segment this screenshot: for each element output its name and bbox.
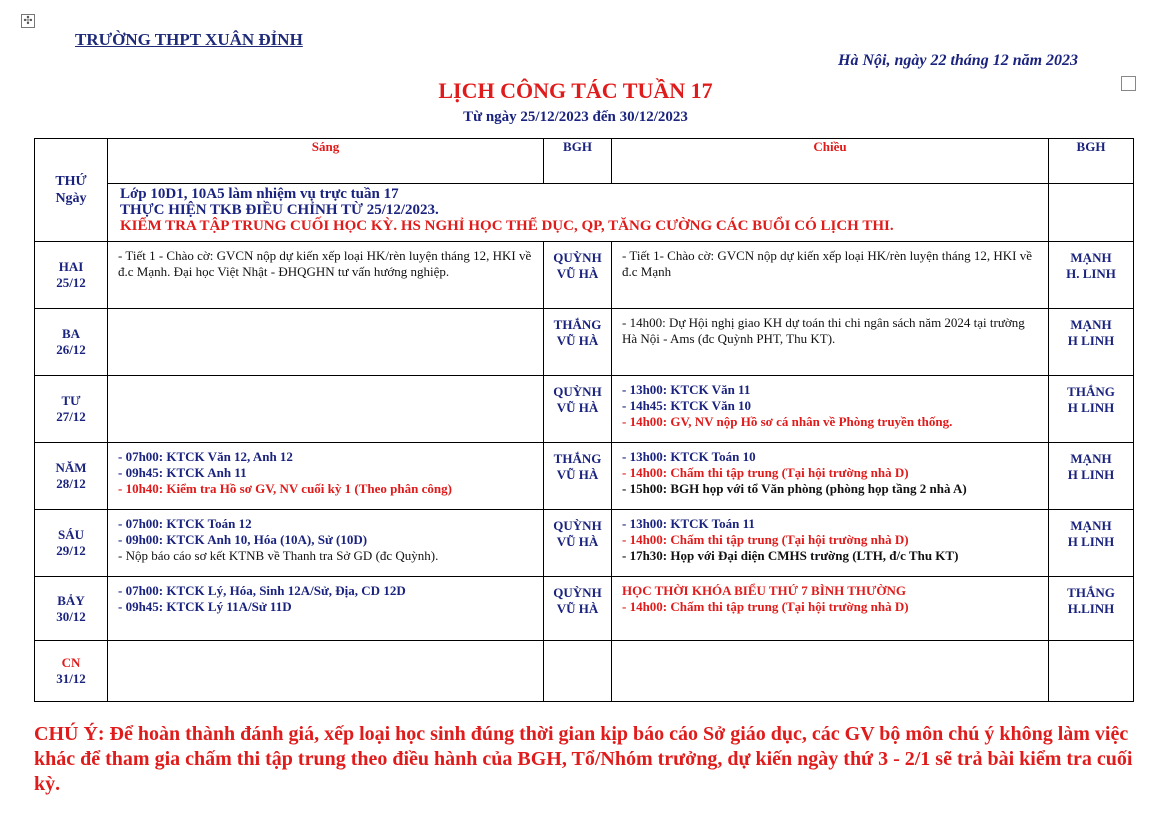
table-move-handle-icon[interactable]: ✣: [21, 14, 35, 28]
schedule-line: - 14h00: Chấm thi tập trung (Tại hội trường nhà D): [622, 532, 909, 547]
day-name: CN: [61, 655, 81, 670]
day-date: 31/12: [56, 671, 86, 686]
schedule-line: - 14h00: Chấm thi tập trung (Tại hội trường nhà D): [622, 599, 909, 614]
bgh-name: H. LINH: [1066, 266, 1116, 281]
bgh-name: VŨ HÀ: [556, 534, 599, 549]
bgh-name: VŨ HÀ: [556, 601, 599, 616]
bgh-morning-cell: [544, 641, 612, 702]
day-date: 28/12: [56, 476, 86, 491]
date-line: Hà Nội, ngày 22 tháng 12 năm 2023: [838, 52, 1079, 69]
notice-cell: [108, 184, 1049, 242]
bgh-name: VŨ HÀ: [556, 400, 599, 415]
schedule-line: - 09h00: KTCK Anh 10, Hóa (10A), Sử (10D): [118, 532, 368, 547]
table-row: [35, 510, 1134, 577]
schedule-line: - 15h00: BGH họp với tổ Văn phòng (phòng họp tầng 2 nhà A): [622, 481, 967, 496]
bgh-morning-cell: [544, 242, 612, 309]
schedule-line: - Nộp báo cáo sơ kết KTNB về Thanh tra Sở GD (đc Quỳnh).: [118, 548, 439, 563]
bgh-name: H.LINH: [1067, 601, 1115, 616]
bgh-name: QUỲNH: [553, 384, 602, 399]
day-cell: [35, 376, 108, 443]
bgh-name: VŨ HÀ: [556, 333, 599, 348]
bgh-morning-cell: [544, 443, 612, 510]
bgh-name: H LINH: [1067, 333, 1115, 348]
bgh-name: MẠNH: [1070, 518, 1112, 533]
bgh-name: MẠNH: [1070, 451, 1112, 466]
col-header-bgh-morning: BGH: [544, 139, 612, 184]
table-row: [35, 376, 1134, 443]
schedule-line: HỌC THỜI KHÓA BIỂU THỨ 7 BÌNH THƯỜNG: [622, 583, 907, 598]
schedule-line: - 07h00: KTCK Lý, Hóa, Sinh 12A/Sử, Địa, CD 12D: [118, 583, 406, 598]
bgh-afternoon-cell: [1049, 443, 1134, 510]
table-row: [35, 577, 1134, 641]
bgh-morning-cell: [544, 510, 612, 577]
bgh-afternoon-cell: [1049, 309, 1134, 376]
schedule-line: - 14h00: GV, NV nộp Hồ sơ cá nhân về Phòng truyền thống.: [622, 414, 953, 429]
bgh-name: MẠNH: [1070, 317, 1112, 332]
morning-cell: [108, 443, 544, 510]
afternoon-cell: [612, 443, 1049, 510]
day-date: 29/12: [56, 543, 86, 558]
day-name: BA: [61, 326, 81, 341]
schedule-line: - 13h00: KTCK Toán 11: [622, 516, 755, 531]
day-cell: [35, 577, 108, 641]
col-header-day-label: THỨ Ngày: [55, 174, 87, 206]
table-row: [35, 641, 1134, 702]
day-cell: [35, 641, 108, 702]
bgh-name: THẮNG: [1067, 585, 1115, 600]
bgh-morning-cell: [544, 376, 612, 443]
morning-cell: [108, 510, 544, 577]
schedule-line: - 17h30: Họp với Đại diện CMHS trường (LTH, đ/c Thu KT): [622, 548, 959, 563]
page-title: LỊCH CÔNG TÁC TUẦN 17: [438, 78, 713, 103]
day-cell: [35, 443, 108, 510]
bgh-name: VŨ HÀ: [556, 467, 599, 482]
schedule-line: - 07h00: KTCK Toán 12: [118, 516, 252, 531]
notice-line: THỰC HIỆN TKB ĐIỀU CHỈNH TỪ 25/12/2023.: [120, 202, 439, 218]
day-cell: [35, 242, 108, 309]
schedule-line: - 14h45: KTCK Văn 10: [622, 398, 752, 413]
bgh-morning-cell: [544, 309, 612, 376]
day-date: 27/12: [56, 409, 86, 424]
bgh-name: THẮNG: [553, 451, 602, 466]
day-date: 30/12: [56, 608, 86, 624]
header-row: [35, 139, 1134, 184]
morning-cell: [108, 309, 544, 376]
bgh-afternoon-cell: [1049, 376, 1134, 443]
bgh-name: H LINH: [1067, 534, 1115, 549]
morning-cell: [108, 242, 544, 309]
day-name: TƯ: [61, 393, 81, 408]
schedule-line: - 13h00: KTCK Toán 10: [622, 449, 756, 464]
bgh-name: MẠNH: [1070, 250, 1112, 265]
bgh-name: THẮNG: [1067, 384, 1115, 399]
schedule-table: [34, 138, 1134, 702]
day-cell: [35, 510, 108, 577]
col-header-day: [35, 139, 108, 242]
bgh-name: H LINH: [1067, 467, 1115, 482]
schedule-line: - 09h45: KTCK Lý 11A/Sử 11D: [118, 599, 292, 614]
afternoon-cell: [612, 510, 1049, 577]
col-header-morning: Sáng: [108, 139, 544, 184]
morning-cell: [108, 641, 544, 702]
school-name: TRƯỜNG THPT XUÂN ĐỈNH: [75, 30, 303, 49]
bgh-afternoon-cell: [1049, 577, 1134, 641]
schedule-line: - 09h45: KTCK Anh 11: [118, 465, 247, 480]
notice-line: KIỂM TRA TẬP TRUNG CUỐI HỌC KỲ. HS NGHỈ HỌC THỂ DỤC, QP, TĂNG CƯỜNG CÁC BUỔI CÓ LỊCH THI.: [120, 218, 894, 234]
bgh-name: THẮNG: [553, 317, 602, 332]
bgh-name: QUỲNH: [553, 250, 602, 265]
day-date: 25/12: [56, 275, 86, 290]
col-header-bgh-afternoon: BGH: [1049, 139, 1134, 184]
bgh-name: VŨ HÀ: [556, 266, 599, 281]
bgh-afternoon-cell: [1049, 510, 1134, 577]
table-row: [35, 443, 1134, 510]
page-subtitle: Từ ngày 25/12/2023 đến 30/12/2023: [463, 109, 688, 125]
footer-note: CHÚ Ý: Để hoàn thành đánh giá, xếp loại học sinh đúng thời gian kịp báo cáo Sở giáo dục, các GV bộ môn chú ý không làm việc khác để tham gia chấm thi tập trung theo điều hành của BGH, Tổ/Nhóm trưởng, dự kiến ngày thứ 3 - 2/1 sẽ trả bài kiểm tra cuối kỳ.: [34, 723, 1133, 795]
afternoon-cell: [612, 577, 1049, 641]
schedule-line: - Tiết 1- Chào cờ: GVCN nộp dự kiến xếp loại HK/rèn luyện tháng 12, HKI về đ.c Mạnh: [622, 248, 1033, 279]
schedule-line: - 13h00: KTCK Văn 11: [622, 382, 751, 397]
schedule-line: - 14h00: Chấm thi tập trung (Tại hội trường nhà D): [622, 465, 909, 480]
schedule-line: - 10h40: Kiểm tra Hồ sơ GV, NV cuối kỳ 1 (Theo phân công): [118, 481, 452, 496]
day-cell: [35, 309, 108, 376]
bgh-morning-cell: [544, 577, 612, 641]
afternoon-cell: [612, 242, 1049, 309]
schedule-line: - Tiết 1 - Chào cờ: GVCN nộp dự kiến xếp loại HK/rèn luyện tháng 12, HKI về đ.c Mạnh. Đại học Việt Nhật - ĐHQGHN tư vấn hướng nghiệp.: [118, 248, 532, 279]
schedule-line: - 07h00: KTCK Văn 12, Anh 12: [118, 449, 293, 464]
notice-blank-cell: [1049, 184, 1134, 242]
day-name: HAI: [58, 259, 84, 274]
notice-line: Lớp 10D1, 10A5 làm nhiệm vụ trực tuần 17: [120, 186, 399, 202]
day-name: NĂM: [55, 460, 87, 475]
schedule-line: - 14h00: Dự Hội nghị giao KH dự toán thi chi ngân sách năm 2024 tại trường Hà Nội - Ams (đc Quỳnh PHT, Thu KT).: [622, 315, 1025, 346]
table-row: [35, 242, 1134, 309]
day-name: SÁU: [57, 527, 84, 542]
bgh-name: H LINH: [1067, 400, 1115, 415]
bgh-name: QUỲNH: [553, 585, 602, 600]
afternoon-cell: [612, 309, 1049, 376]
day-name: BẢY: [57, 592, 85, 608]
morning-cell: [108, 577, 544, 641]
morning-cell: [108, 376, 544, 443]
bgh-afternoon-cell: [1049, 242, 1134, 309]
day-date: 26/12: [56, 342, 86, 357]
bgh-name: QUỲNH: [553, 518, 602, 533]
afternoon-cell: [612, 641, 1049, 702]
bgh-afternoon-cell: [1049, 641, 1134, 702]
afternoon-cell: [612, 376, 1049, 443]
col-header-afternoon: Chiều: [612, 139, 1049, 184]
table-row: [35, 309, 1134, 376]
notice-row: [35, 184, 1134, 242]
